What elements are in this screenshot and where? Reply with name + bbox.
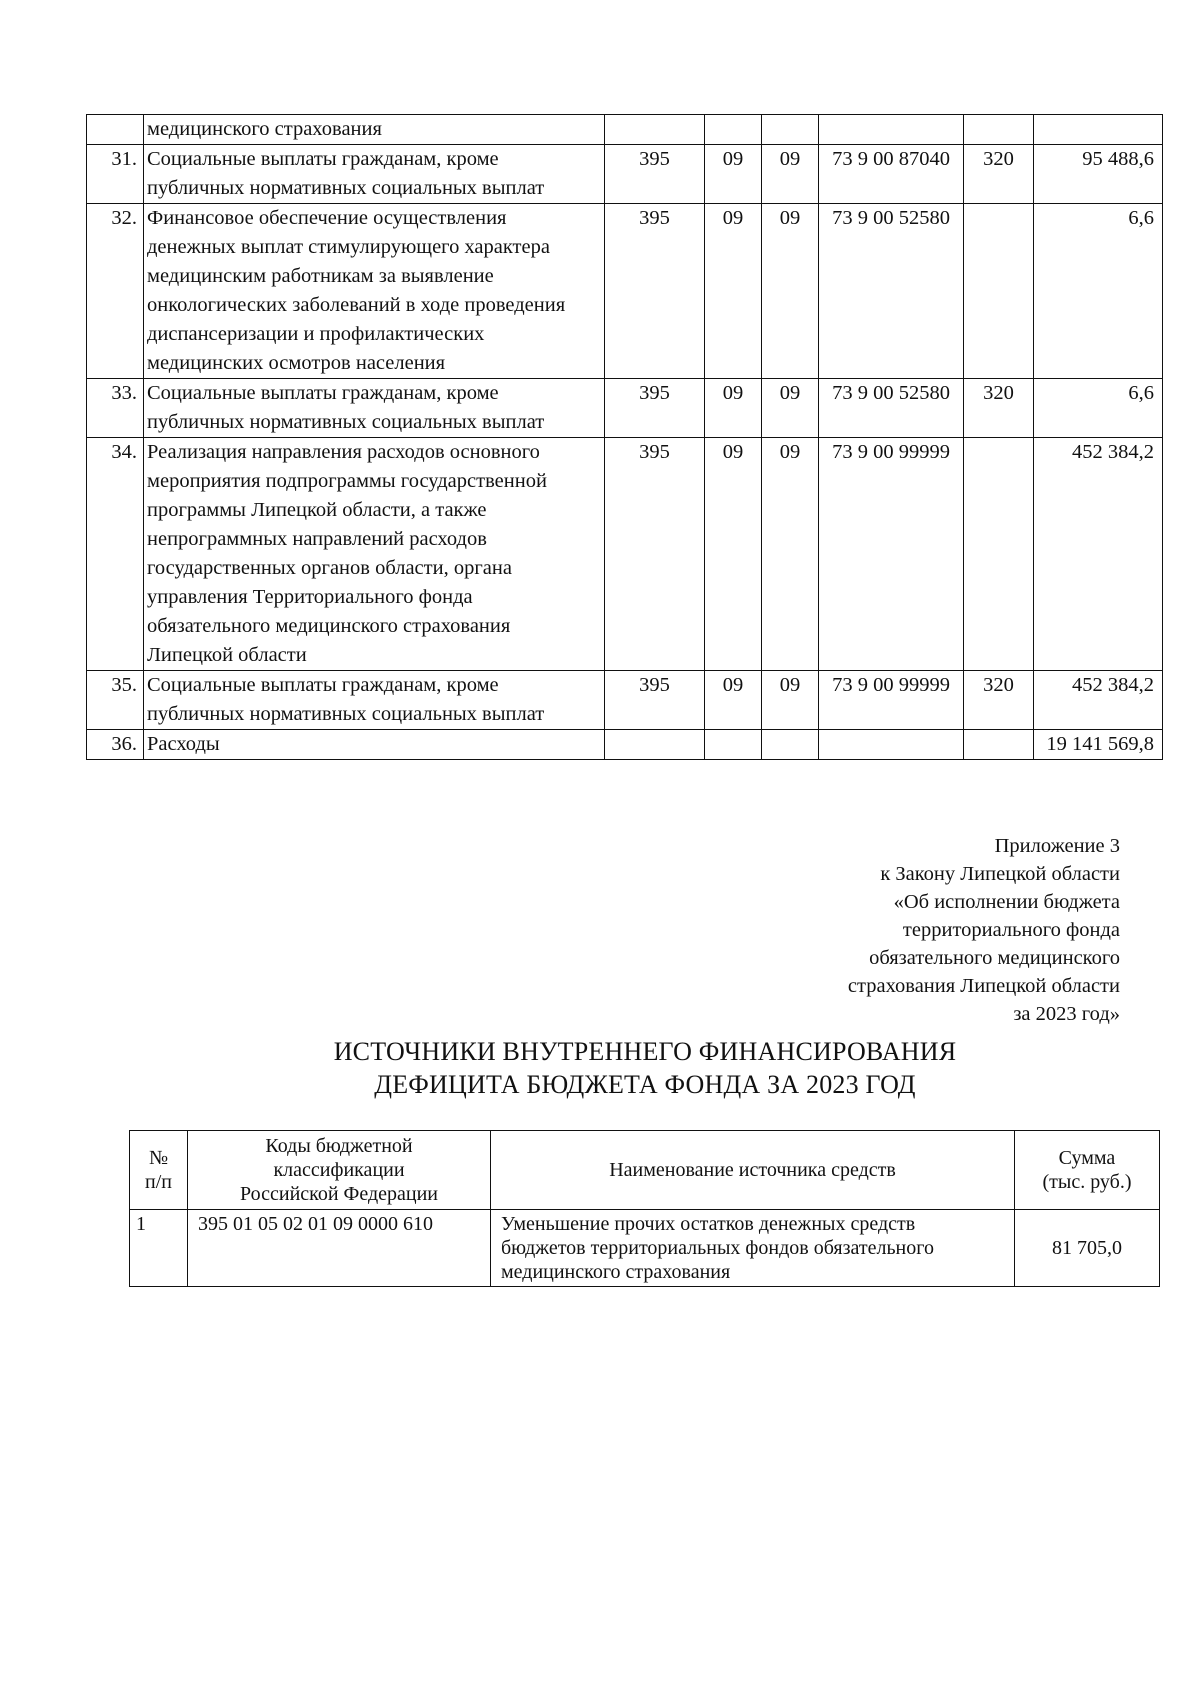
row-amount: 81 705,0	[1015, 1210, 1160, 1287]
row-name-line: Расходы	[147, 733, 220, 755]
row-admin-code: 395	[605, 145, 705, 204]
expenses-table	[86, 114, 1163, 760]
row-name-line: государственных органов области, органа	[147, 557, 512, 579]
row-name-line: Липецкой области	[147, 644, 307, 666]
row-name-line: Социальные выплаты гражданам, кроме	[147, 148, 499, 170]
row-section: 09	[705, 671, 762, 730]
appendix-line: к Закону Липецкой области	[880, 863, 1120, 885]
row-subsection: 09	[762, 204, 819, 379]
row-expense-type: 320	[964, 671, 1034, 730]
row-target-article	[819, 115, 964, 145]
row-number: 35.	[87, 671, 144, 730]
row-name	[144, 115, 605, 145]
row-target-article: 73 9 00 52580	[819, 379, 964, 438]
header-code-line: классификации	[273, 1159, 405, 1181]
header-amount-line: Сумма	[1058, 1147, 1116, 1169]
row-subsection	[762, 115, 819, 145]
table-row	[87, 379, 1163, 438]
table-row	[87, 204, 1163, 379]
row-name-line: диспансеризации и профилактических	[147, 323, 485, 345]
row-name	[144, 379, 605, 438]
row-target-article: 73 9 00 87040	[819, 145, 964, 204]
row-name-line: медицинского страхования	[147, 118, 382, 140]
appendix-line: страхования Липецкой области	[847, 975, 1120, 997]
appendix-line: за 2023 год»	[1013, 1003, 1120, 1025]
appendix-caption	[700, 832, 1120, 1028]
row-admin-code: 395	[605, 671, 705, 730]
table-row	[87, 115, 1163, 145]
row-section: 09	[705, 145, 762, 204]
row-admin-code: 395	[605, 204, 705, 379]
row-target-article: 73 9 00 99999	[819, 671, 964, 730]
row-name	[144, 204, 605, 379]
row-amount: 19 141 569,8	[1034, 730, 1163, 760]
row-amount: 452 384,2	[1034, 438, 1163, 671]
row-expense-type	[964, 438, 1034, 671]
row-target-article: 73 9 00 99999	[819, 438, 964, 671]
row-target-article	[819, 730, 964, 760]
table-row	[87, 671, 1163, 730]
header-code	[188, 1131, 491, 1210]
row-name	[144, 730, 605, 760]
row-name-line: публичных нормативных социальных выплат	[147, 411, 545, 433]
row-name-line: медицинским работникам за выявление	[147, 265, 494, 287]
row-section: 09	[705, 204, 762, 379]
row-section: 09	[705, 438, 762, 671]
row-name-line: Социальные выплаты гражданам, кроме	[147, 674, 499, 696]
financing-sources-table	[129, 1130, 1160, 1287]
row-subsection: 09	[762, 438, 819, 671]
header-code-line: Коды бюджетной	[265, 1135, 413, 1157]
row-number: 36.	[87, 730, 144, 760]
row-number: 31.	[87, 145, 144, 204]
section-title-line-2: ДЕФИЦИТА БЮДЖЕТА ФОНДА ЗА 2023 ГОД	[374, 1070, 916, 1099]
appendix-line: «Об исполнении бюджета	[893, 891, 1120, 913]
row-number	[87, 115, 144, 145]
table-header-row	[130, 1131, 1160, 1210]
header-amount	[1015, 1131, 1160, 1210]
row-subsection: 09	[762, 145, 819, 204]
row-name-line: публичных нормативных социальных выплат	[147, 177, 545, 199]
row-expense-type: 320	[964, 145, 1034, 204]
row-amount: 6,6	[1034, 204, 1163, 379]
row-name-line: онкологических заболеваний в ходе проведения	[147, 294, 566, 316]
row-section	[705, 730, 762, 760]
header-num	[130, 1131, 188, 1210]
row-name-line: бюджетов территориальных фондов обязательного	[501, 1237, 934, 1259]
table-row	[87, 438, 1163, 671]
row-expense-type	[964, 204, 1034, 379]
row-section	[705, 115, 762, 145]
appendix-line: территориального фонда	[902, 919, 1120, 941]
row-name	[144, 145, 605, 204]
row-number: 32.	[87, 204, 144, 379]
header-name	[491, 1131, 1015, 1210]
row-number: 33.	[87, 379, 144, 438]
row-number: 34.	[87, 438, 144, 671]
row-name-line: публичных нормативных социальных выплат	[147, 703, 545, 725]
row-name-line: управления Территориального фонда	[147, 586, 473, 608]
row-name	[144, 438, 605, 671]
row-admin-code: 395	[605, 379, 705, 438]
row-target-article: 73 9 00 52580	[819, 204, 964, 379]
section-title-line-1: ИСТОЧНИКИ ВНУТРЕННЕГО ФИНАНСИРОВАНИЯ	[333, 1037, 957, 1066]
header-num-line: №	[148, 1147, 169, 1169]
appendix-line: Приложение 3	[994, 835, 1120, 857]
row-name-line: Социальные выплаты гражданам, кроме	[147, 382, 499, 404]
row-name-line: обязательного медицинского страхования	[147, 615, 511, 637]
row-name-line: Реализация направления расходов основного	[147, 441, 540, 463]
header-name-line: Наименование источника средств	[609, 1159, 896, 1181]
row-admin-code: 395	[605, 438, 705, 671]
row-admin-code	[605, 115, 705, 145]
row-name-line: денежных выплат стимулирующего характера	[147, 236, 550, 258]
row-section: 09	[705, 379, 762, 438]
row-expense-type: 320	[964, 379, 1034, 438]
row-subsection: 09	[762, 671, 819, 730]
row-amount: 6,6	[1034, 379, 1163, 438]
table-row	[130, 1210, 1160, 1287]
row-num: 1	[130, 1210, 188, 1287]
row-name	[144, 671, 605, 730]
row-name-line: непрограммных направлений расходов	[147, 528, 487, 550]
row-name-line: программы Липецкой области, а также	[147, 499, 487, 521]
row-amount	[1034, 115, 1163, 145]
row-name-line: медицинского страхования	[501, 1261, 731, 1283]
table-row	[87, 730, 1163, 760]
row-name-line: Финансовое обеспечение осуществления	[147, 207, 507, 229]
row-subsection	[762, 730, 819, 760]
row-expense-type	[964, 730, 1034, 760]
row-name-line: Уменьшение прочих остатков денежных средств	[501, 1213, 916, 1235]
appendix-line: обязательного медицинского	[869, 947, 1120, 969]
expenses-table-body	[87, 115, 1163, 760]
row-name-line: медицинских осмотров населения	[147, 352, 446, 374]
row-amount: 452 384,2	[1034, 671, 1163, 730]
row-expense-type	[964, 115, 1034, 145]
header-amount-line: (тыс. руб.)	[1042, 1171, 1132, 1193]
table-row	[87, 145, 1163, 204]
row-name	[491, 1210, 1015, 1287]
header-code-line: Российской Федерации	[239, 1183, 439, 1205]
section-title	[0, 1035, 1200, 1101]
row-amount: 95 488,6	[1034, 145, 1163, 204]
row-admin-code	[605, 730, 705, 760]
row-code: 395 01 05 02 01 09 0000 610	[188, 1210, 491, 1287]
row-name-line: мероприятия подпрограммы государственной	[147, 470, 547, 492]
header-num-line: п/п	[145, 1171, 172, 1193]
row-subsection: 09	[762, 379, 819, 438]
